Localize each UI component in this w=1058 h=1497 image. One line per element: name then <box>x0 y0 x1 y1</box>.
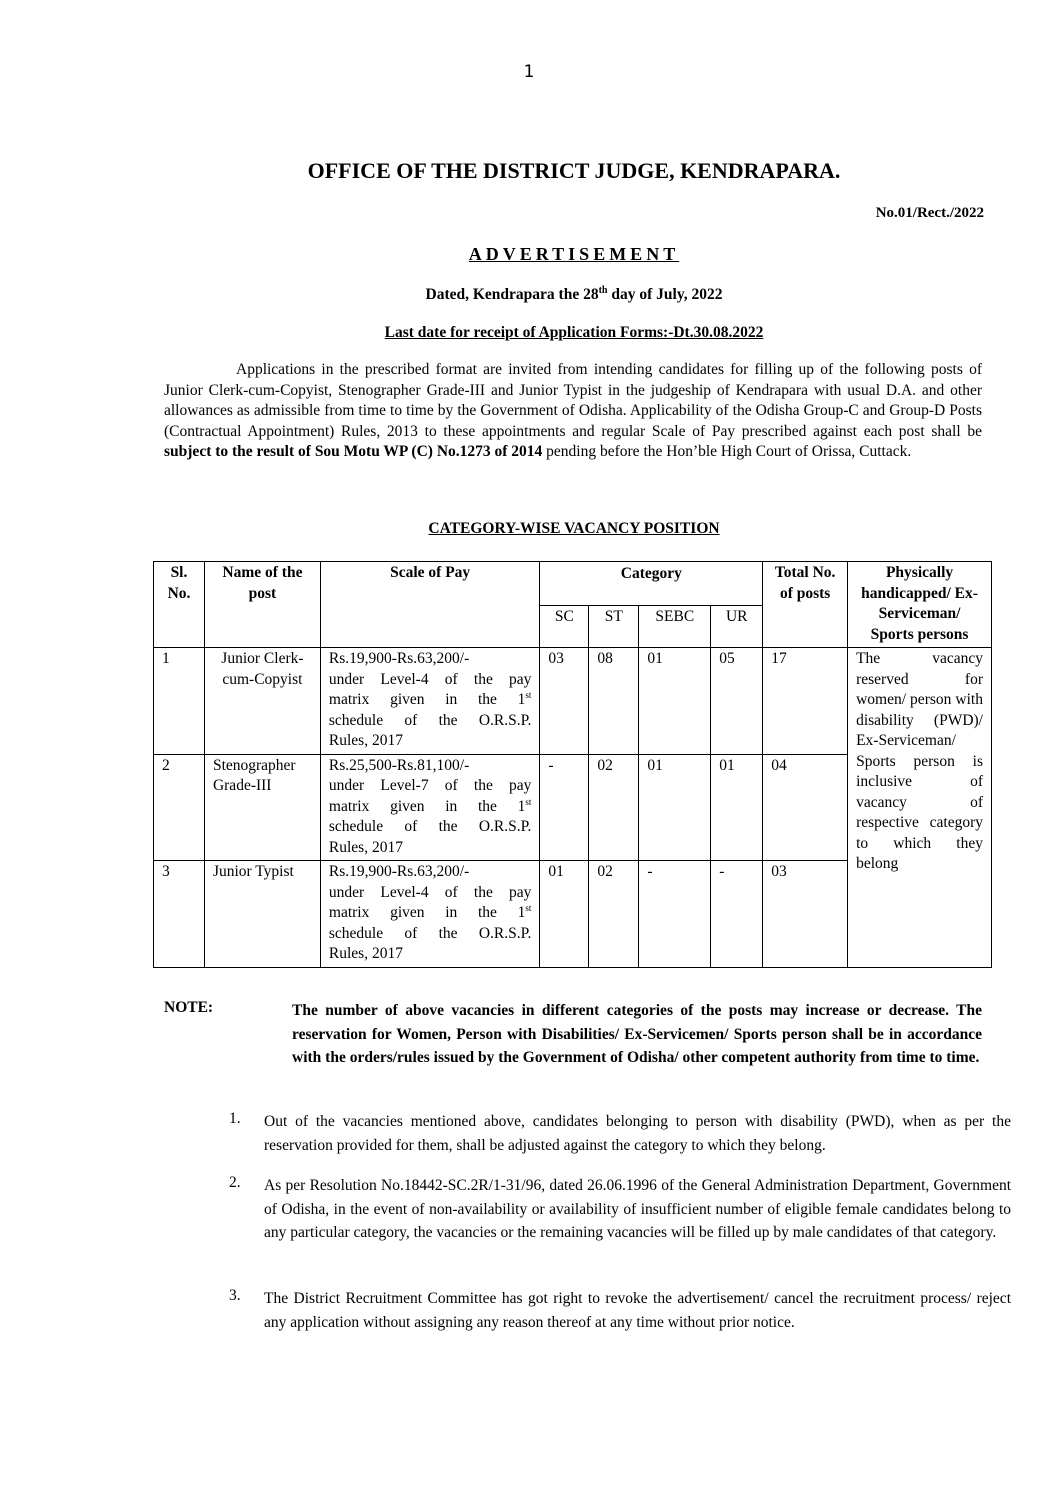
pay-line: Rules, 2017 <box>328 732 403 749</box>
cell-pay <box>320 861 540 968</box>
pay-line: Rules, 2017 <box>328 945 403 962</box>
pay-line-sup <box>329 690 532 711</box>
cell-st: 02 <box>589 861 639 968</box>
dated-sup: th <box>598 285 608 296</box>
cell-pay <box>320 754 540 861</box>
cell-sebc: - <box>639 861 711 968</box>
vacancy-table <box>153 561 992 968</box>
header-ur: UR <box>711 605 763 647</box>
header-name: Name of the post <box>204 562 320 648</box>
pay-sup: st <box>525 902 532 913</box>
item-text: As per Resolution No.18442-SC.2R/1-31/96, dated 26.06.1996 of the General Administration Department, Government of Odisha, in the event of non-availability or availability of insufficient number of eligible female candidates belong to any particular category, the vacancies or the remaining vacancies will be filled up by male candidates of that category. <box>264 1177 1011 1241</box>
item-number: 3. <box>229 1287 241 1304</box>
pay-line: matrix given in the 1 <box>328 797 526 815</box>
pay-line: under Level-4 of the pay <box>328 883 532 901</box>
dated-prefix: Dated, Kendrapara the 28 <box>425 286 599 304</box>
pay-line: schedule of the O.R.S.P. <box>328 924 532 942</box>
pay-line: matrix given in the 1 <box>328 691 526 708</box>
intro-bold: subject to the result of Sou Motu WP (C) No.1273 of 2014 <box>164 443 543 461</box>
page-number: 1 <box>523 62 535 82</box>
note-label: NOTE: <box>164 999 214 1016</box>
pay-line: under Level-4 of the pay <box>328 670 532 688</box>
cell-total: 03 <box>763 861 848 968</box>
reference-number: No.01/Rect./2022 <box>875 205 984 221</box>
cell-sebc: 01 <box>639 648 711 755</box>
item-number: 2. <box>229 1174 241 1191</box>
last-date-line: Last date for receipt of Application Forms:-Dt.30.08.2022 <box>384 324 764 341</box>
pay-line: under Level-7 of the pay <box>328 777 532 794</box>
office-title: OFFICE OF THE DISTRICT JUDGE, KENDRAPARA. <box>307 158 841 183</box>
header-category: Category <box>540 562 763 606</box>
header-sl: Sl. No. <box>154 562 205 648</box>
cell-st: 02 <box>589 754 639 861</box>
pay-line: Rs.25,500-Rs.81,100/- <box>328 756 470 774</box>
cell-ur: 05 <box>711 648 763 755</box>
cell-st: 08 <box>589 648 639 755</box>
cell-name: Stenographer Grade-III <box>204 754 320 861</box>
header-row <box>154 562 992 606</box>
category-title: CATEGORY-WISE VACANCY POSITION <box>428 520 720 537</box>
pay-line-sup <box>329 903 532 924</box>
cell-sebc: 01 <box>639 754 711 861</box>
item-text: Out of the vacancies mentioned above, candidates belonging to person with disability (PWD), when as per the reservation provided for them, shall be adjusted against the category to which they belong. <box>264 1113 1011 1154</box>
cell-ph-note: The vacancy reserved for women/ person with disability (PWD)/ Ex-Serviceman/ Sports person is inclusive of vacancy of respective category to which they belong <box>848 648 992 968</box>
pay-sup: st <box>525 689 532 700</box>
header-scale: Scale of Pay <box>320 562 540 648</box>
cell-sl: 1 <box>154 648 205 755</box>
cell-total: 17 <box>763 648 848 755</box>
cell-name: Junior Typist <box>204 861 320 968</box>
item-number: 1. <box>229 1110 241 1127</box>
cell-ur: 01 <box>711 754 763 861</box>
cell-ur: - <box>711 861 763 968</box>
header-ph: Physically handicapped/ Ex-Serviceman/ Sports persons <box>848 562 992 648</box>
cell-pay <box>320 648 540 755</box>
pay-line-sup <box>329 797 532 818</box>
pay-line: schedule of the O.R.S.P. <box>328 711 532 729</box>
pay-line: matrix given in the 1 <box>328 904 526 921</box>
pay-line: Rules, 2017 <box>328 838 403 856</box>
dated-suffix: day of July, 2022 <box>607 286 723 304</box>
dated-line <box>0 285 1058 304</box>
cell-sc: - <box>540 754 589 861</box>
intro-text-2: pending before the Hon’ble High Court of Orissa, Cuttack. <box>542 443 912 461</box>
pay-line: Rs.19,900-Rs.63,200/- <box>328 863 470 880</box>
intro-paragraph <box>164 360 982 463</box>
item-text: The District Recruitment Committee has got right to revoke the advertisement/ cancel the recruitment process/ reject any application without assigning any reason thereof at any time without prior notice. <box>264 1290 1011 1331</box>
pay-line: Rs.19,900-Rs.63,200/- <box>328 650 470 667</box>
header-total: Total No. of posts <box>763 562 848 648</box>
note-text: The number of above vacancies in different categories of the posts may increase or decrease. The reservation for Women, Person with Disabilities/ Ex-Servicemen/ Sports person shall be in accordance with the orders/rules issued by the Government of Odisha/ other competent authority from time to time. <box>292 1002 982 1066</box>
cell-sl: 3 <box>154 861 205 968</box>
pay-line: schedule of the O.R.S.P. <box>328 818 532 835</box>
table-row <box>154 648 992 755</box>
advertisement-heading: ADVERTISEMENT <box>468 244 680 264</box>
intro-text-1: Applications in the prescribed format are invited from intending candidates for filling up of the following posts of Junior Clerk-cum-Copyist, Stenographer Grade-III and Junior Typist in the judgeship of Kendrapara with usual D.A. and other allowances as admissible from time to time by the Government of Odisha. Applicability of the Odisha Group-C and Group-D Posts (Contractual Appointment) Rules, 2013 to these appointments and regular Scale of Pay prescribed against each post shall be <box>164 361 982 440</box>
pay-sup: st <box>525 796 532 807</box>
cell-sl: 2 <box>154 754 205 861</box>
cell-sc: 01 <box>540 861 589 968</box>
header-sc: SC <box>540 605 589 647</box>
header-st: ST <box>589 605 639 647</box>
header-sebc: SEBC <box>639 605 711 647</box>
cell-total: 04 <box>763 754 848 861</box>
cell-sc: 03 <box>540 648 589 755</box>
cell-name: Junior Clerk-cum-Copyist <box>204 648 320 755</box>
